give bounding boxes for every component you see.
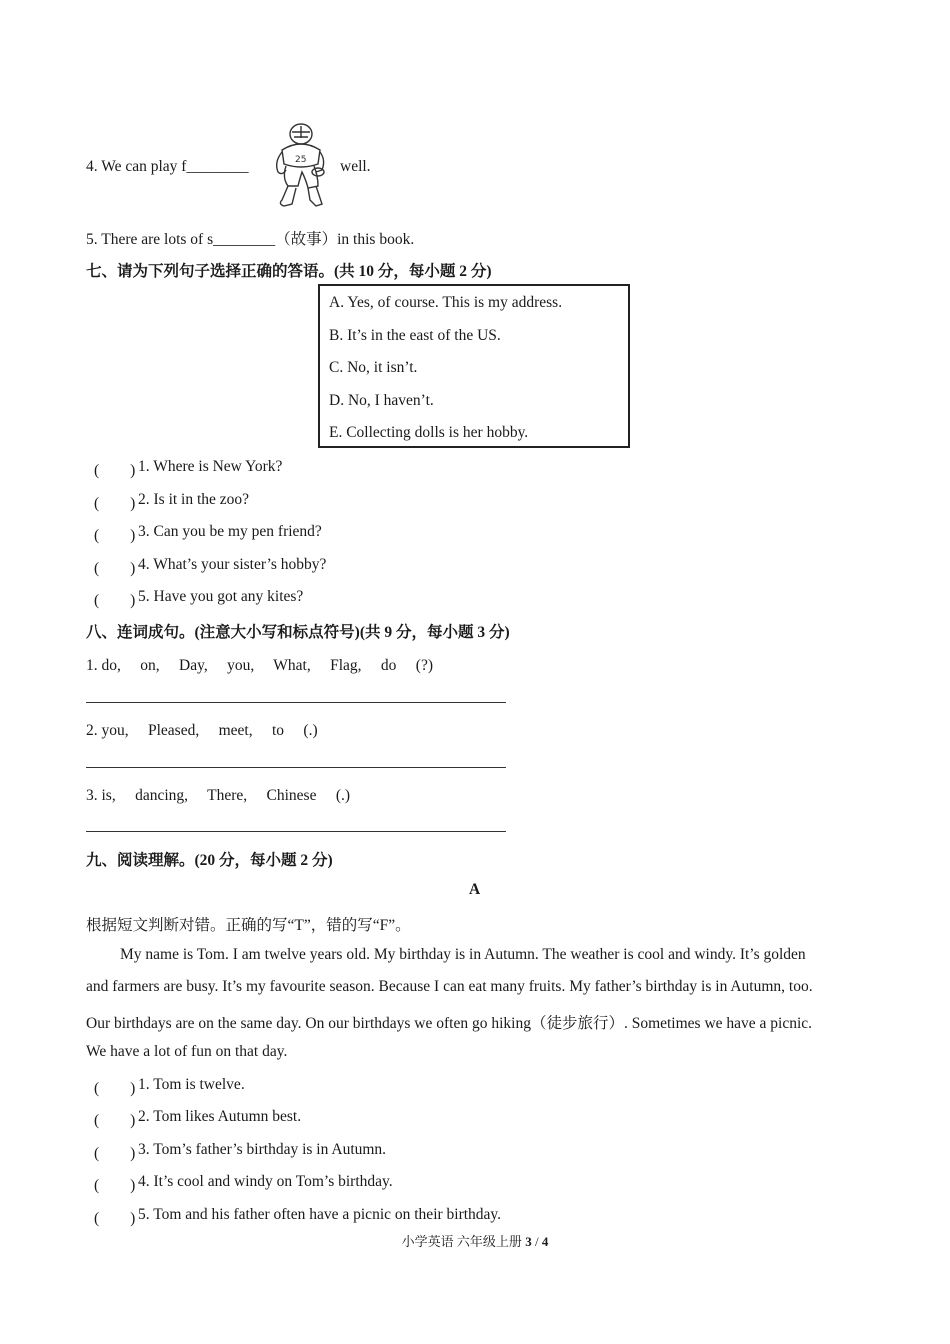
option-c: C. No, it isn’t. (329, 359, 418, 376)
answer-line[interactable] (86, 767, 506, 768)
section7-heading: 七、请为下列句子选择正确的答语。(共 10 分，每小题 2 分) (86, 263, 492, 280)
answer-options-box (318, 284, 630, 448)
s9-question-5: 5. Tom and his father often have a picnic on their birthday. (138, 1206, 502, 1223)
passage-line: and farmers are busy. It’s my favourite season. Because I can eat many fruits. My father’s birthday is in Autumn, too. (86, 978, 813, 995)
answer-blank[interactable]: ( ) (94, 462, 136, 479)
page-number: 3 (525, 1234, 532, 1249)
s9-question-4: 4. It’s cool and windy on Tom’s birthday. (138, 1173, 393, 1190)
passage-label: A (469, 881, 481, 898)
s7-question-2: 2. Is it in the zoo? (138, 491, 250, 508)
q6-item-4-after: well. (340, 158, 371, 175)
s9-question-3: 3. Tom’s father’s birthday is in Autumn. (138, 1141, 387, 1158)
s7-question-5: 5. Have you got any kites? (138, 588, 304, 605)
answer-blank[interactable]: ( ) (94, 560, 136, 577)
s7-question-1: 1. Where is New York? (138, 458, 283, 475)
answer-blank[interactable]: ( ) (94, 495, 136, 512)
s9-question-2: 2. Tom likes Autumn best. (138, 1108, 302, 1125)
answer-line[interactable] (86, 831, 506, 832)
passage-line: My name is Tom. I am twelve years old. My birthday is in Autumn. The weather is cool and windy. It’s golden (120, 946, 806, 963)
option-e: E. Collecting dolls is her hobby. (329, 424, 529, 441)
answer-blank[interactable]: ( ) (94, 1177, 136, 1194)
answer-blank[interactable]: ( ) (94, 1112, 136, 1129)
q6-item-4-before: 4. We can play f________ (86, 158, 249, 175)
s8-item-1: 1. do, on, Day, you, What, Flag, do (?) (86, 657, 433, 674)
section8-heading: 八、连词成句。(注意大小写和标点符号)(共 9 分，每小题 3 分) (86, 624, 510, 641)
s8-item-3: 3. is, dancing, There, Chinese (.) (86, 787, 351, 804)
page-total: 4 (541, 1234, 549, 1249)
s9-question-1: 1. Tom is twelve. (138, 1076, 245, 1093)
page-footer (0, 1231, 950, 1250)
s8-item-2: 2. you, Pleased, meet, to (.) (86, 722, 318, 739)
s7-question-3: 3. Can you be my pen friend? (138, 523, 322, 540)
svg-text:25: 25 (295, 155, 307, 165)
passage-line: We have a lot of fun on that day. (86, 1043, 288, 1060)
answer-blank[interactable]: ( ) (94, 1145, 136, 1162)
option-b: B. It’s in the east of the US. (329, 327, 501, 344)
option-a: A. Yes, of course. This is my address. (329, 294, 563, 311)
answer-blank[interactable]: ( ) (94, 592, 136, 609)
american-football-player-icon (268, 120, 330, 210)
instruction: 根据短文判断对错。正确的写“T”，错的写“F”。 (86, 917, 411, 934)
s7-question-4: 4. What’s your sister’s hobby? (138, 556, 327, 573)
footer-text: 小学英语 六年级上册 (401, 1234, 522, 1249)
option-d: D. No, I haven’t. (329, 392, 434, 409)
answer-blank[interactable]: ( ) (94, 527, 136, 544)
answer-blank[interactable]: ( ) (94, 1210, 136, 1227)
q6-item-5: 5. There are lots of s________（故事）in this book. (86, 231, 415, 248)
answer-line[interactable] (86, 702, 506, 703)
passage-line: Our birthdays are on the same day. On our birthdays we often go hiking（徒步旅行）. Sometimes we have a picnic. (86, 1015, 813, 1032)
answer-blank[interactable]: ( ) (94, 1080, 136, 1097)
page-separator: / (534, 1234, 539, 1249)
section9-heading: 九、阅读理解。(20 分，每小题 2 分) (86, 852, 333, 869)
